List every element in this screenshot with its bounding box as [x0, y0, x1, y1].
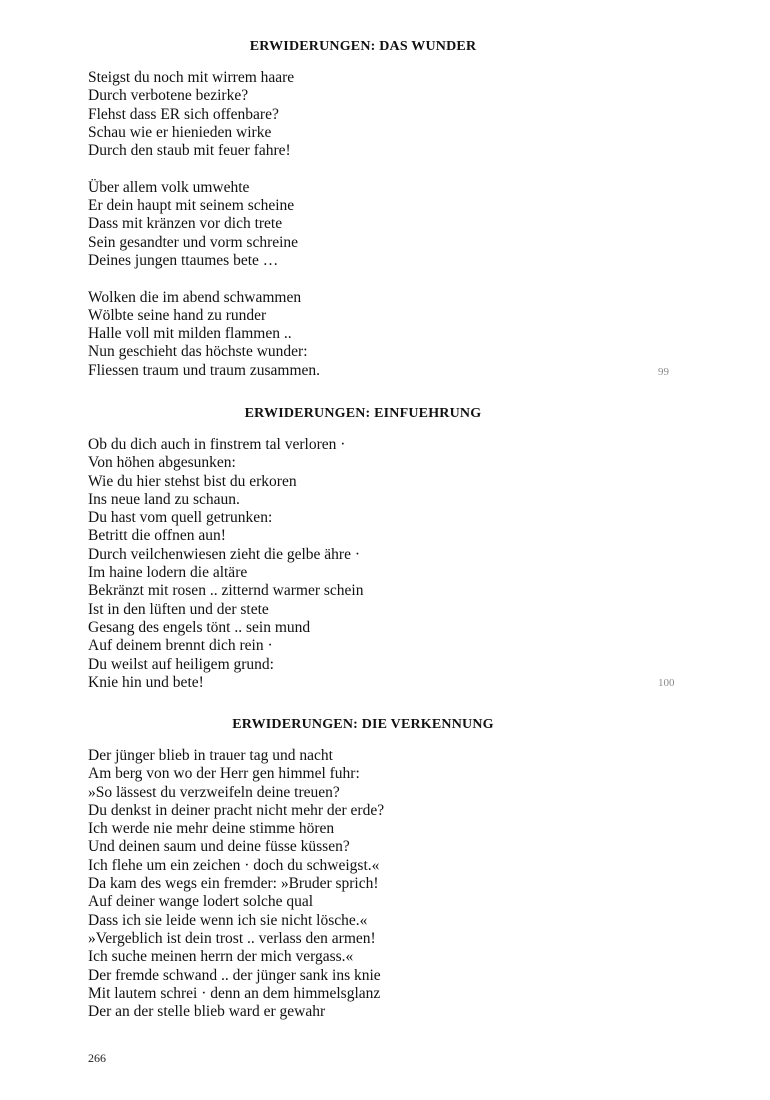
- poem-line: Am berg von wo der Herr gen himmel fuhr:: [88, 765, 360, 783]
- poem-die-verkennung: [88, 747, 384, 1021]
- section-title-die-verkennung: ERWIDERUNGEN: DIE VERKENNUNG: [232, 717, 494, 732]
- poem-line: Sein gesandter und vorm schreine: [88, 233, 299, 251]
- poem-line: Du hast vom quell getrunken:: [88, 509, 273, 527]
- poem-line: Der jünger blieb in trauer tag und nacht: [88, 747, 333, 764]
- section-title-einfuehrung: ERWIDERUNGEN: EINFUEHRUNG: [244, 406, 482, 421]
- poem-line: Du denkst in deiner pracht nicht mehr der erde?: [88, 801, 385, 819]
- poem-line: Fliessen traum und traum zusammen.: [88, 361, 321, 379]
- poem-line: Knie hin und bete!: [88, 673, 204, 691]
- poem-line: Du weilst auf heiligem grund:: [88, 655, 274, 673]
- poem-line: Dass mit kränzen vor dich trete: [88, 215, 283, 233]
- poem-line: Der fremde schwand .. der jünger sank ins knie: [88, 966, 381, 984]
- poem-line: Durch den staub mit feuer fahre!: [88, 142, 291, 160]
- poem-line: Betritt die offnen aun!: [88, 527, 226, 545]
- poem-line: Von höhen abgesunken:: [88, 454, 236, 472]
- poem-line: Nun geschieht das höchste wunder:: [88, 343, 308, 361]
- poem-line: »So lässest du verzweifeln deine treuen?: [88, 783, 340, 801]
- margin-number: 99: [658, 366, 669, 378]
- poem-line: Ob du dich auch in finstrem tal verloren ·: [88, 436, 346, 453]
- poem-line: Über allem volk umwehte: [88, 178, 250, 196]
- poem-line: Auf deinem brennt dich rein ·: [88, 637, 273, 655]
- poem-line: Durch veilchenwiesen zieht die gelbe ähre ·: [88, 545, 360, 563]
- margin-number: 100: [658, 677, 675, 689]
- poem-line: Und deinen saum und deine füsse küssen?: [88, 838, 350, 856]
- poem-line: Ist in den lüften und der stete: [88, 600, 269, 618]
- poem-line: Auf deiner wange lodert solche qual: [88, 893, 314, 911]
- poem-line: Ich werde nie mehr deine stimme hören: [88, 820, 335, 838]
- section-title-das-wunder: ERWIDERUNGEN: DAS WUNDER: [249, 39, 477, 54]
- poem-line: Wie du hier stehst bist du erkoren: [88, 472, 297, 490]
- poem-line: Der an der stelle blieb ward er gewahr: [88, 1003, 326, 1021]
- poem-line: Flehst dass ER sich offenbare?: [88, 105, 279, 123]
- stanza-break: [88, 160, 320, 178]
- poem-line: Bekränzt mit rosen .. zitternd warmer schein: [88, 582, 364, 600]
- poem-line: Er dein haupt mit seinem scheine: [88, 197, 295, 215]
- poem-line: Da kam des wegs ein fremder: »Bruder sprich!: [88, 875, 379, 893]
- poem-line: Ins neue land zu schaun.: [88, 490, 240, 508]
- poem-line: Schau wie er hienieden wirke: [88, 123, 272, 141]
- poem-line: Gesang des engels tönt .. sein mund: [88, 618, 311, 636]
- poem-line: Ich suche meinen herrn der mich vergass.«: [88, 948, 354, 966]
- poem-line: Wolken die im abend schwammen: [88, 288, 302, 306]
- poem-line: Ich flehe um ein zeichen · doch du schweigst.«: [88, 856, 380, 874]
- poem-einfuehrung: [88, 436, 363, 692]
- poem-line: »Vergeblich ist dein trost .. verlass den armen!: [88, 929, 376, 947]
- poem-line: Dass ich sie leide wenn ich sie nicht lösche.«: [88, 911, 368, 929]
- poem-line: Halle voll mit milden flammen ..: [88, 325, 292, 343]
- poem-das-wunder: [88, 69, 320, 380]
- poem-line: Deines jungen ttaumes bete …: [88, 251, 279, 269]
- poem-line: Steigst du noch mit wirrem haare: [88, 69, 295, 86]
- poem-line: Wölbte seine hand zu runder: [88, 306, 267, 324]
- page-number: 266: [88, 1051, 106, 1065]
- poem-line: Mit lautem schrei · denn an dem himmelsglanz: [88, 984, 381, 1002]
- poem-line: Im haine lodern die altäre: [88, 564, 248, 582]
- stanza-break: [88, 270, 320, 288]
- poem-line: Durch verbotene bezirke?: [88, 87, 249, 105]
